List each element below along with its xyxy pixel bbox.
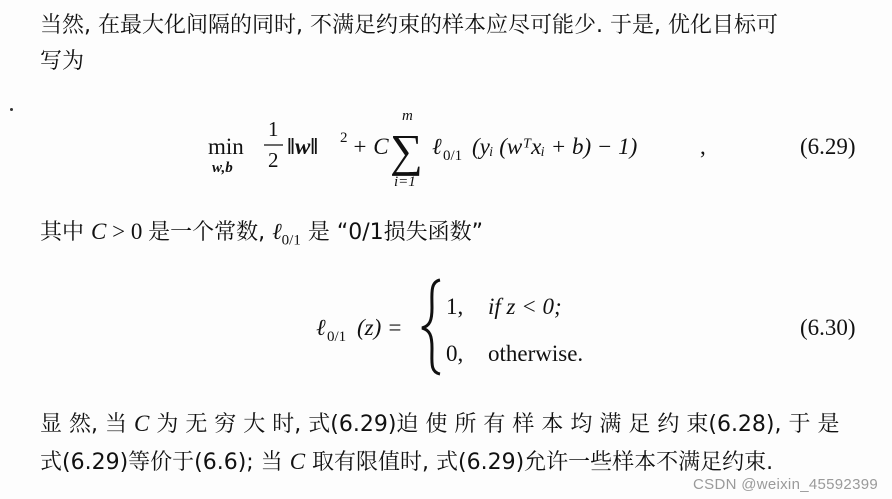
- p2-text-rest: 是 “0/1损失函数”: [300, 220, 484, 245]
- paragraph-intro-line2: 写为: [40, 49, 85, 74]
- eq629-min: min: [208, 134, 244, 159]
- eq629-square: 2: [340, 130, 348, 146]
- paragraph-intro-line1: 当然, 在最大化间隔的同时, 不满足约束的样本应尽可能少. 于是, 优化目标可: [40, 13, 778, 38]
- eq629-number: (6.29): [800, 134, 856, 159]
- p3-l1-text-a: 显 然, 当: [40, 412, 134, 437]
- equation-6-29: [0, 104, 892, 194]
- paragraph-conclusion-line1: [40, 406, 840, 443]
- p3-l2-symbol-c: C: [289, 449, 306, 474]
- p2-text-b: 是一个常数,: [148, 220, 273, 245]
- eq630-case2-condition: otherwise.: [488, 341, 584, 366]
- p3-l1-symbol-c: C: [133, 411, 150, 436]
- p2-text-a: 其中: [40, 220, 91, 245]
- eq630-left-brace: [422, 280, 440, 374]
- eq630-number: (6.30): [800, 315, 856, 340]
- eq629-sum-sign: ∑: [390, 125, 423, 176]
- p3-l1-text-b: 为 无 穷 大 时, 式(6.29)迫 使 所 有 样 本 均 满 足 约 束(6.28), 于 是: [149, 412, 840, 437]
- eq629-loss-argument: (yᵢ (wᵀxᵢ + b) − 1): [472, 134, 638, 159]
- eq629-loss-subscript: 0/1: [443, 148, 463, 164]
- eq629-sum-lower-limit: i=1: [394, 174, 416, 190]
- eq629-sum-upper-limit: m: [402, 108, 413, 124]
- eq629-half-numerator: 1: [268, 117, 279, 141]
- eq629-min-subscript: w,b: [212, 160, 233, 176]
- eq629-norm-w: ‖w‖: [287, 134, 319, 159]
- eq630-case2-value: 0,: [446, 341, 464, 366]
- eq629-loss-ell: ℓ: [432, 134, 442, 159]
- p2-ell-subscript: 0/1: [281, 232, 301, 249]
- eq630-lhs-argument: (z) =: [357, 315, 403, 340]
- p3-l2-text-a: 式(6.29)等价于(6.6); 当: [40, 450, 290, 475]
- csdn-watermark: CSDN @weixin_45592399: [693, 476, 878, 493]
- paragraph-conclusion-line2: [40, 444, 773, 481]
- paragraph-constant-c: [40, 214, 483, 258]
- eq630-case1-value: 1,: [446, 294, 464, 319]
- eq629-plus-c: + C: [352, 134, 389, 159]
- p2-symbol-ell: ℓ: [272, 219, 282, 244]
- eq630-lhs-subscript: 0/1: [327, 329, 347, 345]
- p3-l2-text-b: 取有限值时, 式(6.29)允许一些样本不满足约束.: [305, 450, 774, 475]
- equation-6-30: [0, 272, 892, 382]
- p2-symbol-c: C: [91, 219, 107, 244]
- p2-greater-zero: > 0: [106, 219, 149, 244]
- eq629-comma: ,: [700, 134, 706, 159]
- eq630-lhs-ell: ℓ: [316, 315, 326, 340]
- eq630-case1-condition: if z < 0;: [488, 294, 562, 319]
- eq629-half-denominator: 2: [268, 148, 279, 172]
